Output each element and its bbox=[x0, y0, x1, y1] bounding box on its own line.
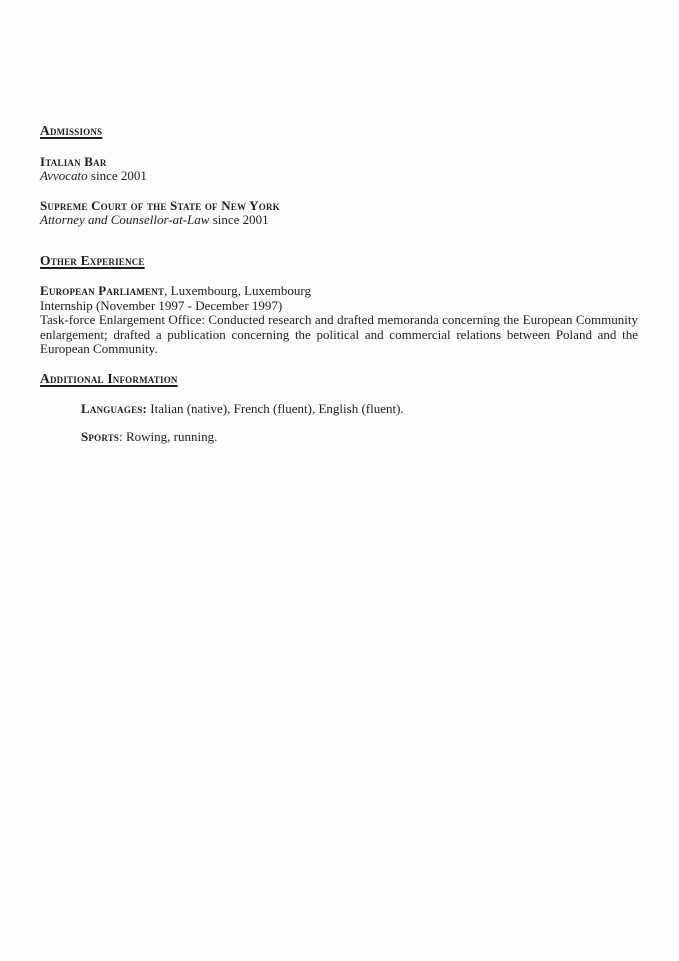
entry-title: Supreme Court of the State of New York bbox=[40, 197, 280, 213]
section-additional-information bbox=[40, 372, 638, 445]
entry-detail-role: Attorney and Counsellor-at-Law bbox=[40, 212, 210, 227]
section-other-experience bbox=[40, 254, 638, 357]
info-item-sports bbox=[81, 430, 638, 445]
admissions-heading: Admissions bbox=[40, 123, 103, 138]
languages-label: Languages: bbox=[81, 401, 148, 416]
experience-description: Task-force Enlargement Office: Conducted research and drafted memoranda concerning the European Community enlargement; drafted a publication concerning the political and commercial relations between Poland and the European Community. bbox=[40, 312, 638, 356]
organization-line bbox=[40, 284, 638, 299]
sports-label: Sports bbox=[81, 428, 120, 444]
entry-detail-since: since 2001 bbox=[87, 168, 147, 183]
organization-name: European Parliament bbox=[40, 283, 165, 298]
entry-detail-role: Avvocato bbox=[40, 168, 88, 183]
entry-detail-since: since 2001 bbox=[209, 212, 269, 227]
entry-title: Italian Bar bbox=[40, 153, 107, 169]
position-line: Internship (November 1997 - December 1997) bbox=[40, 297, 283, 313]
info-item-languages bbox=[81, 402, 638, 417]
languages-value: Italian (native), French (fluent), English (fluent). bbox=[147, 401, 404, 416]
admission-entry-supreme-court bbox=[40, 199, 638, 228]
organization-location: , Luxembourg, Luxembourg bbox=[164, 283, 312, 298]
entry-detail bbox=[40, 169, 638, 184]
additional-information-heading: Additional Information bbox=[40, 370, 178, 386]
admission-entry-italian-bar bbox=[40, 155, 638, 184]
entry-detail bbox=[40, 213, 638, 228]
section-admissions bbox=[40, 124, 638, 228]
experience-entry-european-parliament bbox=[40, 284, 638, 357]
other-experience-heading: Other Experience bbox=[40, 252, 145, 268]
sports-value: : Rowing, running. bbox=[119, 428, 218, 444]
